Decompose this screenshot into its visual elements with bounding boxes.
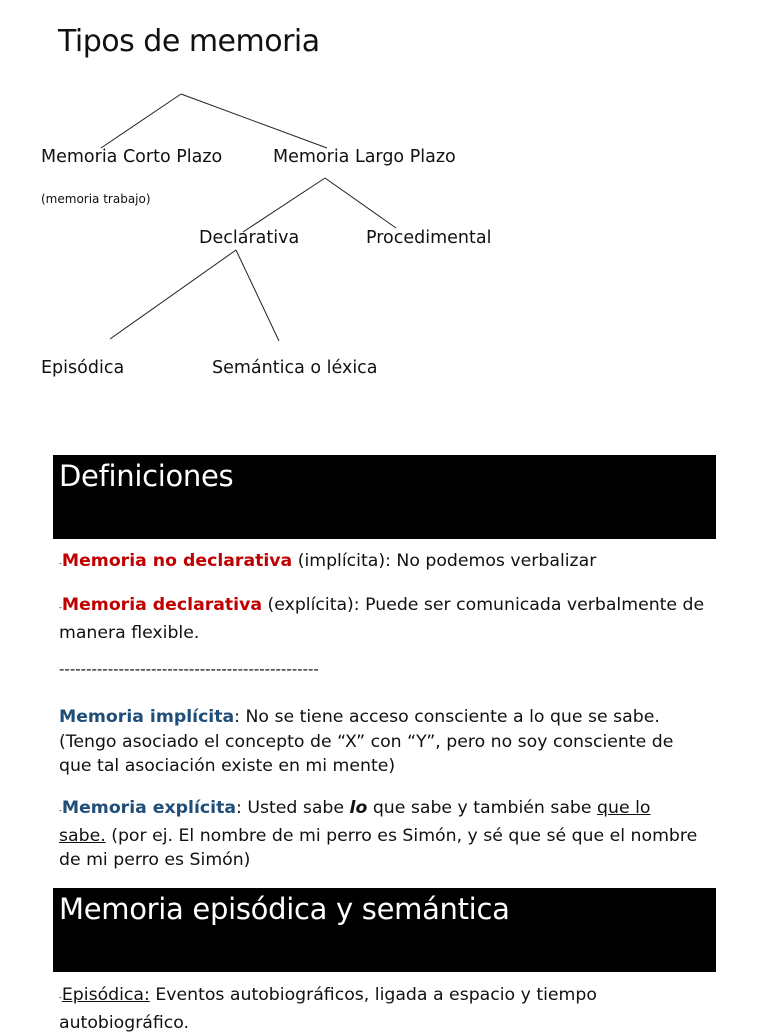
edge-declarativa-semantica: [236, 250, 279, 341]
text-explicita-a: : Usted sabe: [236, 798, 350, 818]
definiciones-banner: [53, 455, 716, 539]
term-episodica: Episódica:: [61, 985, 150, 1005]
edge-root-largo: [181, 94, 327, 148]
separator-line: ------------------------------------------------: [59, 660, 319, 678]
node-memoria-largo-plazo: Memoria Largo Plazo: [273, 147, 456, 167]
edge-root-corto: [101, 94, 181, 148]
node-memoria-corto-plazo: Memoria Corto Plazo: [41, 147, 223, 167]
bullet: -: [59, 559, 62, 568]
emph-lo: lo: [349, 798, 368, 818]
definiciones-heading: Definiciones: [59, 459, 234, 493]
episodica-semantica-heading: Memoria episódica y semántica: [59, 892, 510, 926]
def-explicita: [59, 796, 699, 873]
text-declarativa: (explícita): Puede ser comunicada verbalmente de manera flexible.: [59, 595, 705, 643]
episodica-semantica-banner: [53, 888, 716, 972]
edge-declarativa-episodica: [110, 250, 236, 339]
bullet: -: [59, 993, 62, 1002]
node-semantica: Semántica o léxica: [212, 358, 378, 378]
term-implicita: Memoria implícita: [59, 707, 235, 727]
edge-largo-procedimental: [325, 178, 396, 228]
def-declarativa: [59, 593, 709, 645]
def-implicita: [59, 705, 709, 779]
text-explicita-c: (por ej. El nombre de mi perro es Simón, y sé que sé que el nombre de mi perro es Simón): [59, 825, 698, 870]
text-implicita: : No se tiene acceso consciente a lo que se sabe. (Tengo asociado el concepto de “X” con “Y”, pero no soy consciente de que tal asociación existe en mi mente): [59, 707, 674, 776]
text-episodica: Eventos autobiográficos, ligada a espacio y tiempo autobiográfico.: [59, 985, 597, 1033]
def-no-declarativa: [59, 549, 699, 577]
term-declarativa: Memoria declarativa: [61, 595, 263, 615]
text-explicita-b: que sabe y también sabe: [367, 798, 598, 818]
def-episodica: [59, 983, 699, 1035]
bullet: -: [59, 603, 62, 612]
term-no-declarativa: Memoria no declarativa: [61, 551, 293, 571]
text-no-declarativa: (implícita): No podemos verbalizar: [292, 551, 597, 571]
node-memoria-trabajo-note: (memoria trabajo): [41, 192, 151, 206]
edge-largo-declarativa: [243, 178, 325, 232]
term-explicita: Memoria explícita: [61, 798, 236, 818]
underlined-que-lo-sabe: que lo sabe.: [59, 798, 651, 846]
node-procedimental: Procedimental: [366, 228, 492, 248]
node-episodica: Episódica: [41, 358, 125, 378]
page-title: Tipos de memoria: [58, 24, 320, 59]
node-declarativa: Declarativa: [199, 228, 300, 248]
bullet: -: [59, 806, 62, 815]
